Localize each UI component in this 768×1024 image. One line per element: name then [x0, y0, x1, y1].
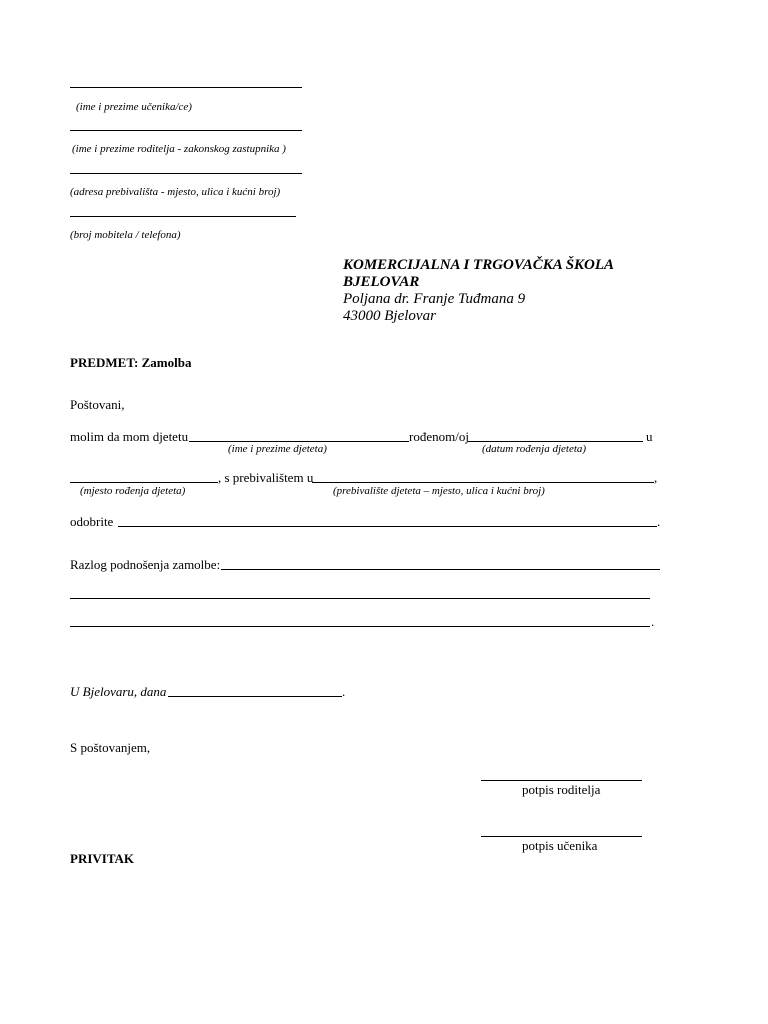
reason-line-2[interactable]	[70, 598, 650, 599]
subject	[70, 355, 191, 371]
approve-line[interactable]	[118, 526, 657, 527]
student-name-line[interactable]	[70, 87, 302, 88]
recipient-city: 43000 Bjelovar	[343, 308, 436, 324]
recipient-line-2: BJELOVAR	[343, 274, 420, 290]
subject-value: Zamolba	[141, 355, 192, 370]
recipient-line-1: KOMERCIJALNA I TRGOVAČKA ŠKOLA	[343, 257, 615, 273]
residence-line[interactable]	[312, 482, 654, 483]
birth-date-label: (datum rođenja djeteta)	[482, 443, 587, 455]
recipient-street: Poljana dr. Franje Tuđmana 9	[343, 291, 526, 307]
phone-line[interactable]	[70, 216, 296, 217]
closing: S poštovanjem,	[70, 740, 151, 755]
address-label: (adresa prebivališta - mjesto, ulica i kućni broj)	[70, 186, 281, 198]
reason-line-3[interactable]	[70, 626, 650, 627]
in-text: u	[646, 429, 653, 444]
born-text: rođenom/oj	[409, 429, 469, 444]
period-mark: .	[342, 684, 346, 699]
reason-line-1[interactable]	[221, 569, 660, 570]
child-name-line[interactable]	[189, 441, 409, 442]
birth-date-line[interactable]	[468, 441, 643, 442]
birth-place-label: (mjesto rođenja djeteta)	[80, 485, 186, 497]
attachment-label: PRIVITAK	[70, 851, 135, 866]
place-date	[70, 684, 166, 700]
student-signature-line[interactable]	[481, 836, 642, 837]
child-name-label: (ime i prezime djeteta)	[228, 443, 327, 455]
address-line[interactable]	[70, 173, 302, 174]
student-name-label: (ime i prezime učenika/ce)	[76, 101, 192, 113]
place-date-text: U Bjelovaru, dana	[70, 684, 167, 699]
parent-name-label: (ime i prezime roditelja - zakonskog zastupnika )	[72, 143, 286, 155]
ask-prefix: molim da mom djetetu	[70, 429, 189, 444]
parent-signature-label: potpis roditelja	[522, 782, 601, 797]
date-line[interactable]	[168, 696, 342, 697]
birth-place-line[interactable]	[70, 482, 218, 483]
residence-text: , s prebivalištem u	[218, 470, 314, 485]
approve-text: odobrite	[70, 514, 114, 529]
subject-label: PREDMET:	[70, 355, 139, 370]
period-mark: .	[651, 614, 655, 629]
reason-label: Razlog podnošenja zamolbe:	[70, 557, 221, 572]
parent-signature-line[interactable]	[481, 780, 642, 781]
student-signature-label: potpis učenika	[522, 838, 598, 853]
period-mark: .	[657, 514, 661, 529]
greeting: Poštovani,	[70, 397, 125, 412]
phone-label: (broj mobitela / telefona)	[70, 229, 181, 241]
comma-mark: ,	[654, 470, 658, 485]
parent-name-line[interactable]	[70, 130, 302, 131]
residence-label: (prebivalište djeteta – mjesto, ulica i kućni broj)	[333, 485, 545, 497]
